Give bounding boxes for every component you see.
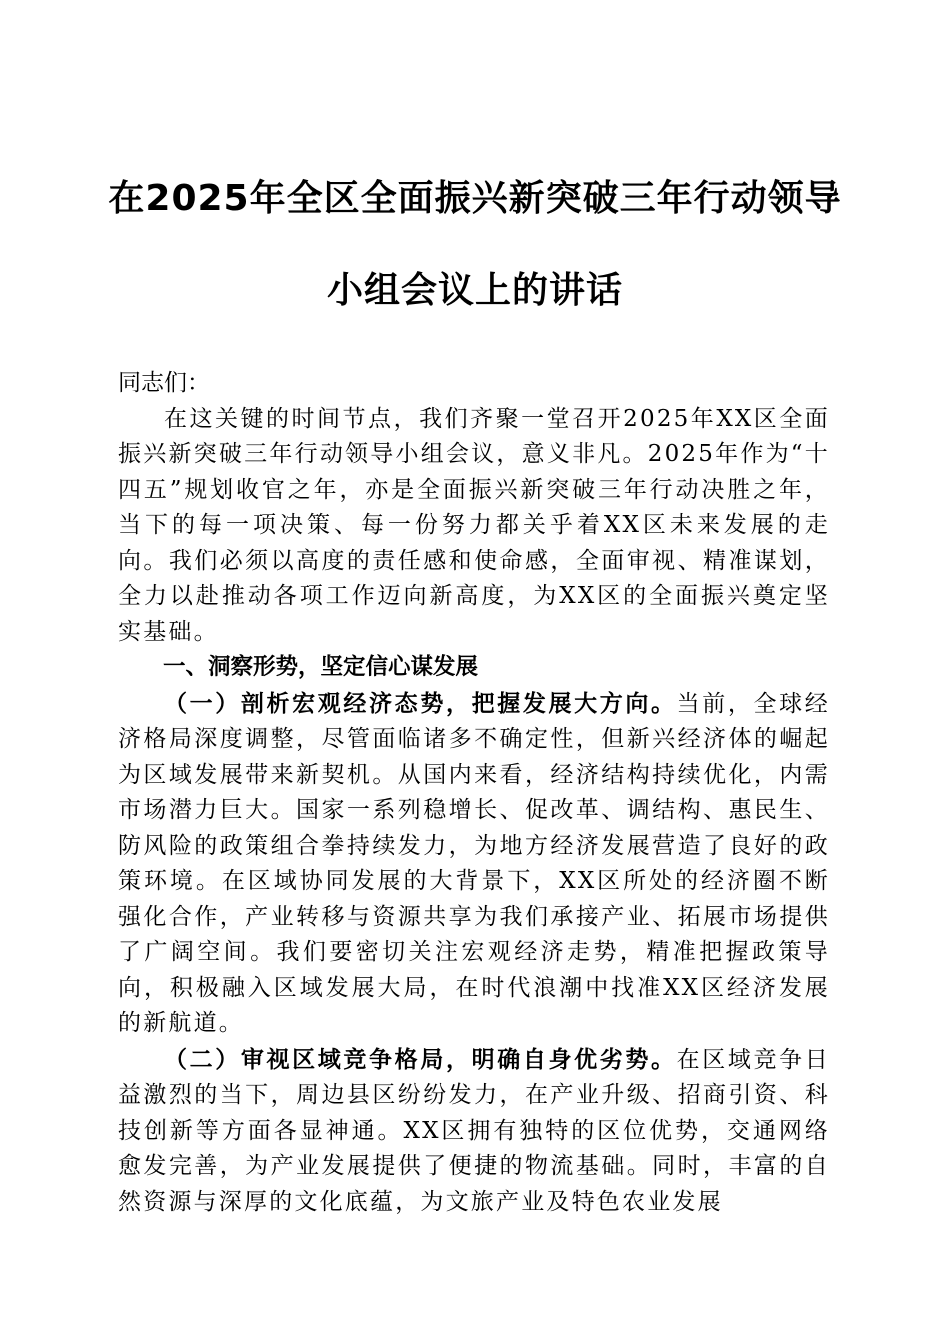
document-body [118, 366, 830, 1220]
section-1-2-body: 在区域竞争日益激烈的当下，周边县区纷纷发力，在产业升级、招商引资、科技创新等方面各显神通。XX区拥有独特的区位优势，交通网络愈发完善，为产业发展提供了便捷的物流基础。同时，丰富的自然资源与深厚的文化底蕴，为文旅产业及特色农业发展 [118, 1046, 831, 1215]
document-title-line-2: 小组会议上的讲话 [326, 270, 623, 311]
section-1-2-paragraph [118, 1042, 830, 1221]
section-1-heading: 一、洞察形势，坚定信心谋发展 [163, 654, 479, 680]
section-1-1-paragraph [118, 686, 830, 1042]
intro-paragraph: 在这关键的时间节点，我们齐聚一堂召开2025年XX区全面振兴新突破三年行动领导小组会议，意义非凡。2025年作为“十四五”规划收官之年，亦是全面振兴新突破三年行动决胜之年，当下的每一项决策、每一份努力都关乎着XX区未来发展的走向。我们必须以高度的责任感和使命感，全面审视、精准谋划，全力以赴推动各项工作迈向新高度，为XX区的全面振兴奠定坚实基础。 [118, 405, 830, 645]
salutation: 同志们： [118, 370, 210, 396]
section-1-1-body: 当前，全球经济格局深度调整，尽管面临诸多不确定性，但新兴经济体的崛起为区域发展带来新契机。从国内来看，经济结构持续优化，内需市场潜力巨大。国家一系列稳增长、促改革、调结构、惠民生、防风险的政策组合拳持续发力，为地方经济发展营造了良好的政策环境。在区域协同发展的大背景下，XX区所处的经济圈不断强化合作，产业转移与资源共享为我们承接产业、拓展市场提供了广阔空间。我们要密切关注宏观经济走势，精准把握政策导向，积极融入区域发展大局，在时代浪潮中找准XX区经济发展的新航道。 [118, 690, 831, 1036]
document-title-line-1: 在2025年全区全面振兴新突破三年行动领导 [108, 178, 842, 219]
section-1-2-title: （二）审视区域竞争格局，明确自身优劣势。 [164, 1045, 677, 1073]
section-1-1-title: （一）剖析宏观经济态势，把握发展大方向。 [164, 689, 677, 717]
